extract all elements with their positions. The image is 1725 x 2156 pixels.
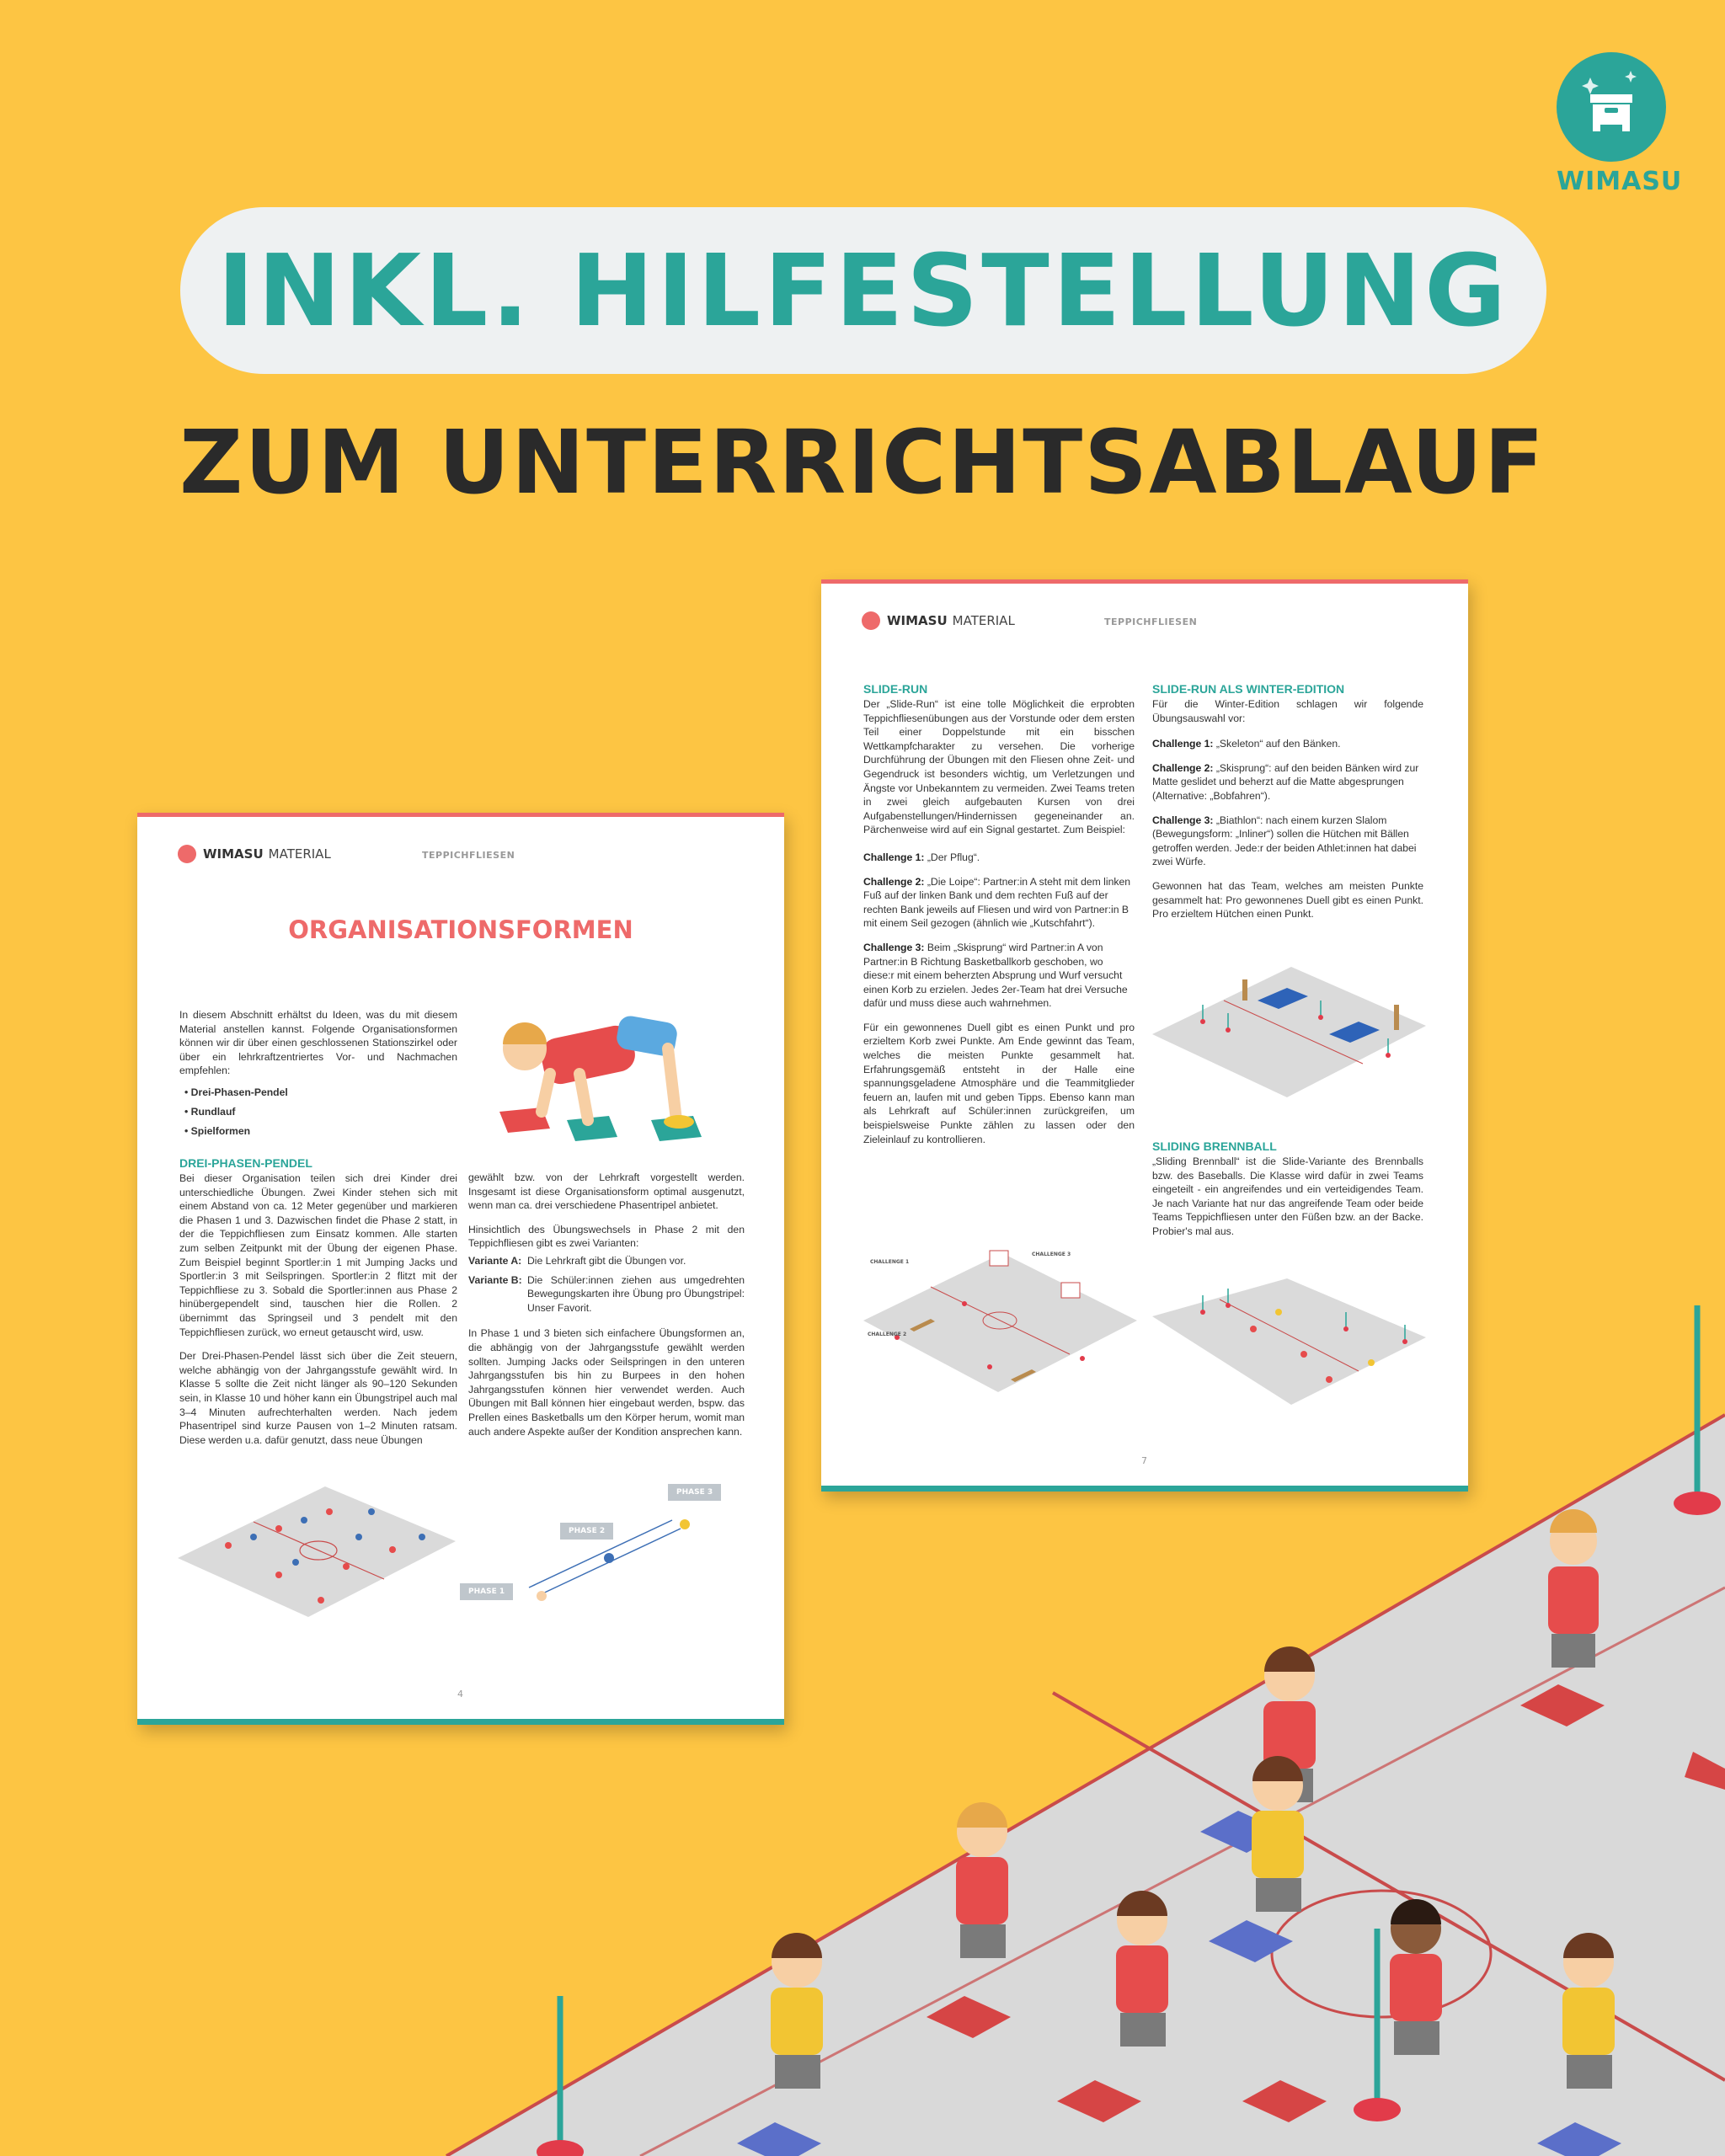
body-text: In Phase 1 und 3 bieten sich einfachere Übungsformen an, die abhängig von der Jahrgangsstufe gewählt werden sollten. Jumping Jacks oder Seilspringen in den unteren Jahrgangsstufen bis hin zu Burpees in den hohen Jahrgangsstufen können hier verwendet werden. Auch Übungen mit Ball können hier eingebaut werden, bspw. das Prellen eines Basketballs um den Körper herum, womit man auch andere Aspekte außer der Kondition ansprechen kann. xyxy=(468,1327,745,1438)
header-label: MATERIAL xyxy=(268,846,331,862)
bullet-item: • Drei-Phasen-Pendel xyxy=(184,1086,288,1098)
phase-label: PHASE 2 xyxy=(560,1523,613,1540)
headline-line2: ZUM UNTERRICHTSABLAUF xyxy=(179,411,1546,514)
section-heading: SLIDE-RUN ALS WINTER-EDITION xyxy=(1152,682,1345,696)
kid-figure xyxy=(771,1933,823,2089)
winter-course-diagram xyxy=(1152,954,1430,1123)
variant-label: Variante A: xyxy=(468,1254,522,1267)
variant-label: Variante B: xyxy=(468,1273,522,1286)
exercise-illustration xyxy=(483,994,735,1162)
slide-run-diagram xyxy=(863,1241,1141,1417)
kid-figure xyxy=(1252,1756,1304,1912)
bullet-item: • Spielformen xyxy=(184,1125,251,1138)
body-text: Der „Slide-Run“ ist eine tolle Möglichkeit die erprobten Teppichfliesenübungen aus der Vorstunde oder dem ersten Teil einer Doppelstunde mit ein bisschen Wettkampfcharakter zu versehen. Die vorherige Durchführung der Übungen mit den Fliesen ohne Zeit- und Gegendruck ist besonders wichtig, um Verletzungen und Ängste vor Unbekanntem zu vermeiden. Zwei Teams treten in zwei gleich aufgebauten Kursen von drei Aufgabenstellungen/Hindernissen gegeneinander an. Pärchenweise wird auf ein Signal gestartet. Zum Beispiel: xyxy=(863,698,1135,836)
kid-figure xyxy=(1548,1509,1599,1668)
section-heading: DREI-PHASEN-PENDEL xyxy=(179,1156,312,1170)
page-header xyxy=(178,845,331,863)
phase-diagram xyxy=(478,1478,748,1646)
court-diagram xyxy=(178,1478,464,1646)
body-text: Der Drei-Phasen-Pendel lässt sich über die Zeit steuern, welche abhängig von der Jahrgangsstufe gewählt wird. In Klasse 5 sollte die Zeit nicht länger als 90–120 Sekunden sein, in Klasse 10 und höher kann ein Übungstripel auch mal 3–4 Minuten aufrechterhalten werden. Nach jedem Phasentripel sind kurze Pausen von 1–2 Minuten ratsam. Diese werden u.a. dafür genutzt, dass neue Übungen xyxy=(179,1350,457,1446)
body-text: gewählt bzw. von der Lehrkraft vorgestellt werden. Insgesamt ist diese Organisationsform optimal ausgenutzt, wenn man ca. drei verschiedene Phasentripel anbietet. xyxy=(468,1171,745,1212)
phase-label: PHASE 3 xyxy=(668,1484,721,1501)
challenge-item: Challenge 2: „Skisprung“: auf den beiden Bänken wird zur Matte geslidet und beherzt auf die Matte abgesprungen (Alternative: „Bobfahren“). xyxy=(1152,761,1419,802)
challenge-item: Challenge 1: „Der Pflug“. xyxy=(863,851,980,863)
diagram-label: CHALLENGE 2 xyxy=(868,1331,907,1337)
section-heading: SLIDE-RUN xyxy=(863,682,928,696)
body-text: Für ein gewonnenes Duell gibt es einen Punkt und pro erzieltem Korb zwei Punkte. Am Ende gewinnt das Team, welches die meisten Punkte gesammelt hat. Erfahrungsgemäß entsteht in der Halle eine spannungsgeladene Atmosphäre und die Teammitglieder feuern an, laufen mit und geben Tipps. Ebenso kann man als Lehrkraft auf Schüler:innen zurückgreifen, um beispielsweise Punkte zählen zu lassen oder den Zieleinlauf zu kontrollieren. xyxy=(863,1021,1135,1145)
challenge-item: Challenge 3: Beim „Skisprung“ wird Partner:in A von Partner:in B Richtung Basketballkorb geschoben, wo diese:r mit einem beherzten Absprung und Wurf versucht einen Korb zu erzielen. Jedes 2er-Team hat drei Versuche dafür und muss diese auch wahrnehmen. xyxy=(863,941,1128,1010)
header-topic: TEPPICHFLIESEN xyxy=(422,850,515,861)
headline-line1: INKL. HILFESTELLUNG xyxy=(217,232,1509,349)
page-number: 7 xyxy=(1141,1455,1147,1466)
kid-figure xyxy=(1116,1891,1168,2047)
intro-text: In diesem Abschnitt erhältst du Ideen, was du mit diesem Material anstellen kannst. Folgende Organisationsformen können wir dir über einen geschlossenen Stationszirkel oder über ein lehrkraftzentriertes Vor- und Nachmachen empfehlen: xyxy=(179,1009,457,1077)
phase-label: PHASE 1 xyxy=(460,1583,513,1600)
wimasu-mark-icon xyxy=(862,611,880,630)
challenge-item: Challenge 3: „Biathlon“: nach einem kurzen Slalom (Bewegungsform: „Inliner“) sollen die Hütchen mit Bällen getroffen werden. Jede:r der beiden Athlet:innen hat dabei zwei Würfe. xyxy=(1152,814,1417,868)
header-brand: WIMASU xyxy=(887,613,948,628)
diagram-label: CHALLENGE 1 xyxy=(870,1259,910,1265)
body-text: Bei dieser Organisation teilen sich drei Kinder drei unterschiedliche Übungen. Zwei Kinder stehen sich mit einem Abstand von ca. 12 Meter gegenüber und markieren die Phasen 1 und 3. Dazwischen findet die Phase 2 statt, in der die Teppichfliesen zum Einsatz kommen. Alle starten zum selben Zeitpunkt mit der Übung der eigenen Phase. Zum Beispiel beginnt Sportler:in 1 mit Jumping Jacks und Sportler:in 3 mit Seilspringen. Sportler:in 2 flitzt mit der Teppichfliese zu 3. Sobald die Sportler:innen aus Phase 2 hinübergependelt sind, tauschen hier die Rollen. 2 übernimmt das Springseil und 3 pendelt mit den Teppichfliesen zurück, wo erneut getauscht wird, usw. xyxy=(179,1172,457,1338)
document-page-left xyxy=(137,813,784,1725)
bullet-item: • Rundlauf xyxy=(184,1106,236,1118)
body-text: Gewonnen hat das Team, welches am meisten Punkte gesammelt hat: Pro gewonnenes Duell gibt es einen Punkt. Pro erzieltem Hütchen einen Punkt. xyxy=(1152,879,1423,921)
brand-name: WIMASU xyxy=(1557,167,1683,196)
variant-text: Die Schüler:innen ziehen aus umgedrehten Bewegungskarten ihre Übung pro Übungstripel: Unser Favorit. xyxy=(527,1273,745,1314)
header-label: MATERIAL xyxy=(952,613,1015,628)
challenge-item: Challenge 2: „Die Loipe“: Partner:in A steht mit dem linken Fuß auf der linken Bank und dem rechten Fuß auf der rechten Bank jeweils auf Fliesen und wird von Partner:in B mit einem Seil gezogen (ähnlich wie „Kutschfahrt“). xyxy=(863,875,1131,930)
kid-figure xyxy=(1390,1899,1442,2055)
section-heading: SLIDING BRENNBALL xyxy=(1152,1139,1277,1153)
header-brand: WIMASU xyxy=(203,846,264,862)
document-page-right xyxy=(821,579,1468,1492)
page-title: ORGANISATIONSFORMEN xyxy=(288,915,633,944)
brennball-diagram xyxy=(1152,1278,1430,1430)
kid-figure xyxy=(1562,1933,1615,2089)
kid-figure xyxy=(956,1802,1008,1958)
diagram-label: CHALLENGE 3 xyxy=(1032,1251,1071,1257)
wimasu-mark-icon xyxy=(178,845,196,863)
body-text: Hinsichtlich des Übungswechsels in Phase 2 mit den Teppichfliesen gibt es zwei Varianten: xyxy=(468,1223,745,1250)
challenge-item: Challenge 1: „Skeleton“ auf den Bänken. xyxy=(1152,738,1341,750)
page-number: 4 xyxy=(457,1689,463,1700)
body-text: Für die Winter-Edition schlagen wir folgende Übungsauswahl vor: xyxy=(1152,698,1423,724)
page-header xyxy=(862,611,1015,630)
header-topic: TEPPICHFLIESEN xyxy=(1104,616,1198,627)
variant-text: Die Lehrkraft gibt die Übungen vor. xyxy=(527,1254,686,1267)
body-text: „Sliding Brennball“ ist die Slide-Variante des Brennballs bzw. des Baseballs. Die Klasse wird dafür in zwei Teams eingeteilt - ein angreifendes und ein verteidigendes Team. Je nach Variante hat nur das angreifende Team oder beide Teams Teppichfliesen unter den Füßen bzw. an der Backe. Probier's mal aus. xyxy=(1152,1155,1423,1237)
